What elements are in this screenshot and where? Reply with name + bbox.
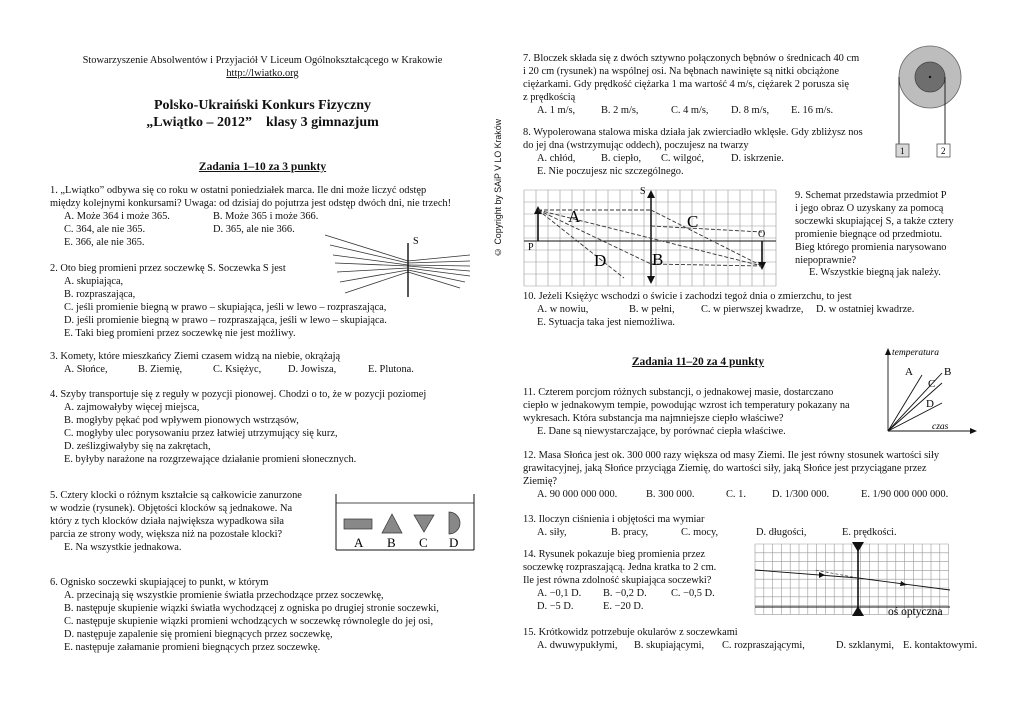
- temperature-axis-label: temperatura: [892, 348, 939, 358]
- answer-b: B. 300 000.: [646, 488, 695, 500]
- question-14: [523, 549, 753, 614]
- lens-ray-diagram: [325, 225, 485, 300]
- answer-c: C. Księżyc,: [213, 363, 262, 375]
- answer-a: A. skupiająca,: [64, 275, 124, 287]
- block-b: [382, 514, 402, 533]
- contest-title: [50, 97, 475, 131]
- answer-a: A. w nowiu,: [537, 303, 589, 315]
- block-d-label: D: [449, 535, 459, 550]
- answer-c: C. mocy,: [681, 526, 719, 538]
- answer-c: C. 364, ale nie 365.: [64, 223, 146, 235]
- answer-a: A. przecinają się wszystkie promienie światła przechodzące przez soczewkę,: [64, 589, 384, 601]
- answer-d: D. iskrzenie.: [731, 152, 784, 164]
- block-d: [449, 512, 460, 534]
- question-2-text: 2. Oto bieg promieni przez soczewkę S. Soczewka S jest: [50, 263, 286, 274]
- answer-d: D. następuje zapalenie się promieni biegnących przez soczewkę,: [64, 628, 333, 640]
- answer-d: D. 365, ale nie 366.: [213, 223, 295, 235]
- answer-a: A. Może 364 i może 365.: [64, 210, 170, 222]
- question-8-text: 8. Wypolerowana stalowa miska działa jak zwierciadło wklęsłe. Gdy zbliżysz nos: [523, 127, 863, 138]
- answer-d: D. 1/300 000.: [772, 488, 830, 500]
- question-3-text: 3. Komety, które mieszkańcy Ziemi czasem widzą na niebie, okrążają: [50, 351, 341, 362]
- answer-e: E. Nie poczujesz nic szczególnego.: [537, 165, 684, 177]
- answer-e: E. Dane są niewystarczające, by porównać ciepła właściwe.: [537, 425, 786, 437]
- answer-c: C. następuje skupienie wiązki promieni wchodzących w soczewkę równolegle do jej osi,: [64, 615, 434, 627]
- question-14-text-2: soczewkę rozpraszającą. Jedna kratka to 2 cm.: [523, 561, 717, 573]
- question-1-text-2: między kolejnymi konkursami? Uwaga: od dzisiaj do pojutrza jest odstęp dwóch dni, nie trzech!: [50, 197, 452, 209]
- answer-c: C. rozpraszającymi,: [722, 639, 805, 651]
- question-7-text-4: z prędkością: [523, 91, 576, 103]
- answer-c: C. jeśli promienie biegną w prawo – skupiająca, jeśli w lewo – rozpraszająca,: [64, 301, 387, 313]
- question-11: [523, 387, 883, 439]
- answer-b: B. skupiającymi,: [634, 639, 705, 651]
- line-d-label: D: [926, 398, 934, 410]
- block-c: [414, 515, 434, 532]
- line-a-label: A: [905, 366, 913, 378]
- question-6-text: 6. Ognisko soczewki skupiającej to punkt, w którym: [50, 577, 269, 588]
- section-heading-1: Zadania 1–10 za 3 punkty: [198, 161, 327, 173]
- answer-a: A. siły,: [537, 526, 567, 538]
- question-10-text: 10. Jeżeli Księżyc wschodzi o świcie i zachodzi tegoż dnia o zmierzchu, to jest: [523, 291, 852, 302]
- line-c-label: C: [928, 378, 936, 390]
- ray-b-label: B: [652, 250, 664, 269]
- answer-d: D. w ostatniej kwadrze.: [816, 303, 915, 315]
- organization-header: [50, 55, 475, 81]
- time-axis-label: czas: [932, 422, 949, 432]
- question-9-text-6: niepoprawnie?: [795, 254, 857, 266]
- question-10: [523, 291, 963, 330]
- contest-title-line2: „Lwiątko – 2012” klasy 3 gimnazjum: [146, 115, 379, 130]
- answer-e: E. prędkości.: [842, 526, 897, 538]
- question-7-text: 7. Bloczek składa się z dwóch sztywno połączonych bębnów o średnicach 40 cm: [523, 53, 860, 64]
- answer-e: E. następuje załamanie promieni biegnących przez soczewkę.: [64, 641, 321, 653]
- answer-b: B. 2 m/s,: [601, 104, 639, 116]
- question-5: [50, 490, 330, 555]
- answer-b: B. rozpraszająca,: [64, 288, 136, 300]
- object-p-label: P: [528, 242, 534, 253]
- weight-2-label: 2: [941, 146, 946, 156]
- question-11-text-3: wykresach. Która substancja ma najmniejsze ciepło właściwe?: [523, 412, 784, 424]
- answer-d: D. długości,: [756, 526, 807, 538]
- light-ray: [755, 570, 950, 590]
- answer-e: E. Wszystkie biegną jak należy.: [809, 267, 941, 279]
- copyright-note: © Copyright by SAiP V LO Kraków: [493, 119, 503, 257]
- answer-e: E. 1/90 000 000 000.: [861, 488, 949, 500]
- answer-b: B. następuje skupienie wiązki światła wychodzącej z ogniska po drugiej stronie soczewki,: [64, 602, 439, 614]
- answer-b: B. Ziemię,: [138, 363, 183, 375]
- question-12-text: 12. Masa Słońca jest ok. 300 000 razy większa od masy Ziemi. Ile jest równy stosunek wartości siły: [523, 450, 940, 461]
- answer-b: B. mogłyby pękać pod wpływem pionowych wstrząsów,: [64, 414, 299, 426]
- question-12: [523, 450, 973, 502]
- answer-d: D. −5 D.: [537, 600, 574, 612]
- question-13: [523, 514, 963, 540]
- question-1-text: 1. „Lwiątko” odbywa się co roku w ostatni poniedziałek marca. Ile dni może liczyć odstęp: [50, 185, 427, 196]
- question-8-text-2: do jej dna (wstrzymując oddech), poczujesz na twarzy: [523, 139, 749, 151]
- answer-e: E. Sytuacja taka jest niemożliwa.: [537, 316, 675, 328]
- answer-b: B. w pełni,: [629, 303, 675, 315]
- answer-e: E. byłyby narażone na rozgrzewające działanie promieni słonecznych.: [64, 453, 357, 465]
- question-5-text-2: w wodzie (rysunek). Objętości klocków są jednakowe. Na: [50, 502, 293, 514]
- question-9: [795, 190, 985, 280]
- question-14-text: 14. Rysunek pokazuje bieg promienia przez: [523, 549, 705, 560]
- answer-d: D. 8 m/s,: [731, 104, 770, 116]
- answer-e: E. Na wszystkie jednakowa.: [64, 541, 182, 553]
- question-8: [523, 127, 893, 179]
- temperature-time-chart: [880, 345, 980, 435]
- answer-c: C. w pierwszej kwadrze,: [701, 303, 804, 315]
- answer-a: A. zajmowałyby więcej miejsca,: [64, 401, 200, 413]
- question-5-text-3: który z tych klocków działa największa wypadkowa siła: [50, 515, 285, 527]
- question-9-text-5: Bieg którego promienia narysowano: [795, 241, 947, 253]
- weight-1-label: 1: [900, 146, 905, 156]
- answer-c: C. 1.: [726, 488, 746, 500]
- question-11-text-2: ciepło w jednakowym tempie, powodując wzrost ich temperatury pokazany na: [523, 399, 850, 411]
- lens-s-label: S: [413, 236, 419, 247]
- answer-a: A. 1 m/s,: [537, 104, 576, 116]
- answer-e: E. 16 m/s.: [791, 104, 834, 116]
- question-15-text: 15. Krótkowidz potrzebuje okularów z soczewkami: [523, 627, 738, 638]
- lens-image-grid-diagram: [524, 186, 794, 286]
- contest-title-line1: Polsko-Ukraiński Konkurs Fizyczny: [153, 98, 372, 113]
- answer-e: E. 366, ale nie 365.: [64, 236, 145, 248]
- answer-c: C. mogłyby ulec porysowaniu przez łatwiej utrzymujący się kurz,: [64, 427, 338, 439]
- question-12-text-3: Ziemię?: [523, 475, 558, 487]
- answer-d: D. szklanymi,: [836, 639, 895, 651]
- answer-c: C. −0,5 D.: [671, 587, 715, 599]
- image-o-label: O: [758, 229, 766, 240]
- answer-c: C. 4 m/s,: [671, 104, 709, 116]
- block-a-label: A: [354, 535, 364, 550]
- answer-e: E. −20 D.: [603, 600, 644, 612]
- ray-a-label: A: [568, 207, 581, 226]
- question-5-text-4: parcia ze strony wody, większa niż na pozostałe klocki?: [50, 528, 283, 540]
- organization-name: Stowarzyszenie Absolwentów i Przyjaciół V Liceum Ogólnokształcącego w Krakowie: [82, 55, 443, 66]
- answer-e: E. Taki bieg promieni przez soczewkę nie jest możliwy.: [64, 327, 296, 339]
- section-heading-2: Zadania 11–20 za 4 punkty: [631, 356, 765, 368]
- answer-a: A. 90 000 000 000.: [537, 488, 618, 500]
- block-b-label: B: [387, 535, 396, 550]
- question-12-text-2: grawitacyjnej, jaką Słońce przyciąga Ziemię, do wartości siły, jaką Słońce jest przyciągane przez: [523, 462, 927, 474]
- question-11-text: 11. Czterem porcjom różnych substancji, o jednakowej masie, dostarczano: [523, 387, 834, 398]
- answer-a: A. chłód,: [537, 152, 576, 164]
- lens-s-label: S: [640, 186, 646, 197]
- question-7: [523, 53, 893, 118]
- answer-a: A. Słońce,: [64, 363, 108, 375]
- question-9-text-4: promienie biegnące od przedmiotu.: [795, 228, 943, 240]
- pulley-diagram: [893, 44, 973, 160]
- question-7-text-2: i 20 cm (rysunek) na wspólnej osi. Na bębnach nawinięte są nitki obciążone: [523, 65, 839, 77]
- question-13-text: 13. Iloczyn ciśnienia i objętości ma wymiar: [523, 514, 705, 525]
- question-6: [50, 577, 480, 654]
- submerged-blocks-diagram: [336, 492, 476, 552]
- question-9-text-2: i jego obraz O uzyskany za pomocą: [795, 202, 944, 214]
- answer-b: B. Może 365 i może 366.: [213, 210, 319, 222]
- answer-b: B. ciepło,: [601, 152, 642, 164]
- answer-b: B. −0,2 D.: [603, 587, 647, 599]
- ray-c-label: C: [687, 212, 699, 231]
- question-14-text-3: Ile jest równa zdolność skupiająca soczewki?: [523, 574, 712, 586]
- answer-d: D. Jowisza,: [288, 363, 337, 375]
- answer-e: E. kontaktowymi.: [903, 639, 978, 651]
- answer-c: C. wilgoć,: [661, 152, 705, 164]
- question-9-text-3: soczewki skupiającej S, a także cztery: [795, 215, 954, 227]
- answer-a: A. dwuwypukłymi,: [537, 639, 618, 651]
- question-5-text: 5. Cztery klocki o różnym kształcie są całkowicie zanurzone: [50, 490, 302, 501]
- diverging-lens-grid-diagram: [755, 540, 955, 620]
- answer-b: B. pracy,: [611, 526, 649, 538]
- block-a: [344, 519, 372, 529]
- question-9-text: 9. Schemat przedstawia przedmiot P: [795, 190, 947, 201]
- question-4-text: 4. Szyby transportuje się z reguły w pozycji pionowej. Chodzi o to, że w pozycji poziomej: [50, 389, 427, 400]
- optical-axis-label: oś optyczna: [888, 606, 943, 618]
- organization-url[interactable]: http://lwiatko.org: [226, 67, 299, 79]
- question-3: [50, 351, 470, 377]
- ray-d-label: D: [594, 251, 607, 270]
- block-c-label: C: [419, 535, 428, 550]
- answer-a: A. −0,1 D.: [537, 587, 582, 599]
- question-4: [50, 389, 480, 466]
- line-b-label: B: [944, 366, 952, 378]
- question-15: [523, 627, 978, 653]
- answer-d: D. jeśli promienie biegną w prawo – rozpraszająca, jeśli w lewo – skupiająca.: [64, 314, 387, 326]
- answer-d: D. ześlizgiwałyby się na zakrętach,: [64, 440, 211, 452]
- question-7-text-3: ciężarkami. Gdy prędkość ciężarka 1 ma wartość 4 m/s, ciężarek 2 porusza się: [523, 78, 850, 90]
- answer-e: E. Plutona.: [368, 363, 414, 375]
